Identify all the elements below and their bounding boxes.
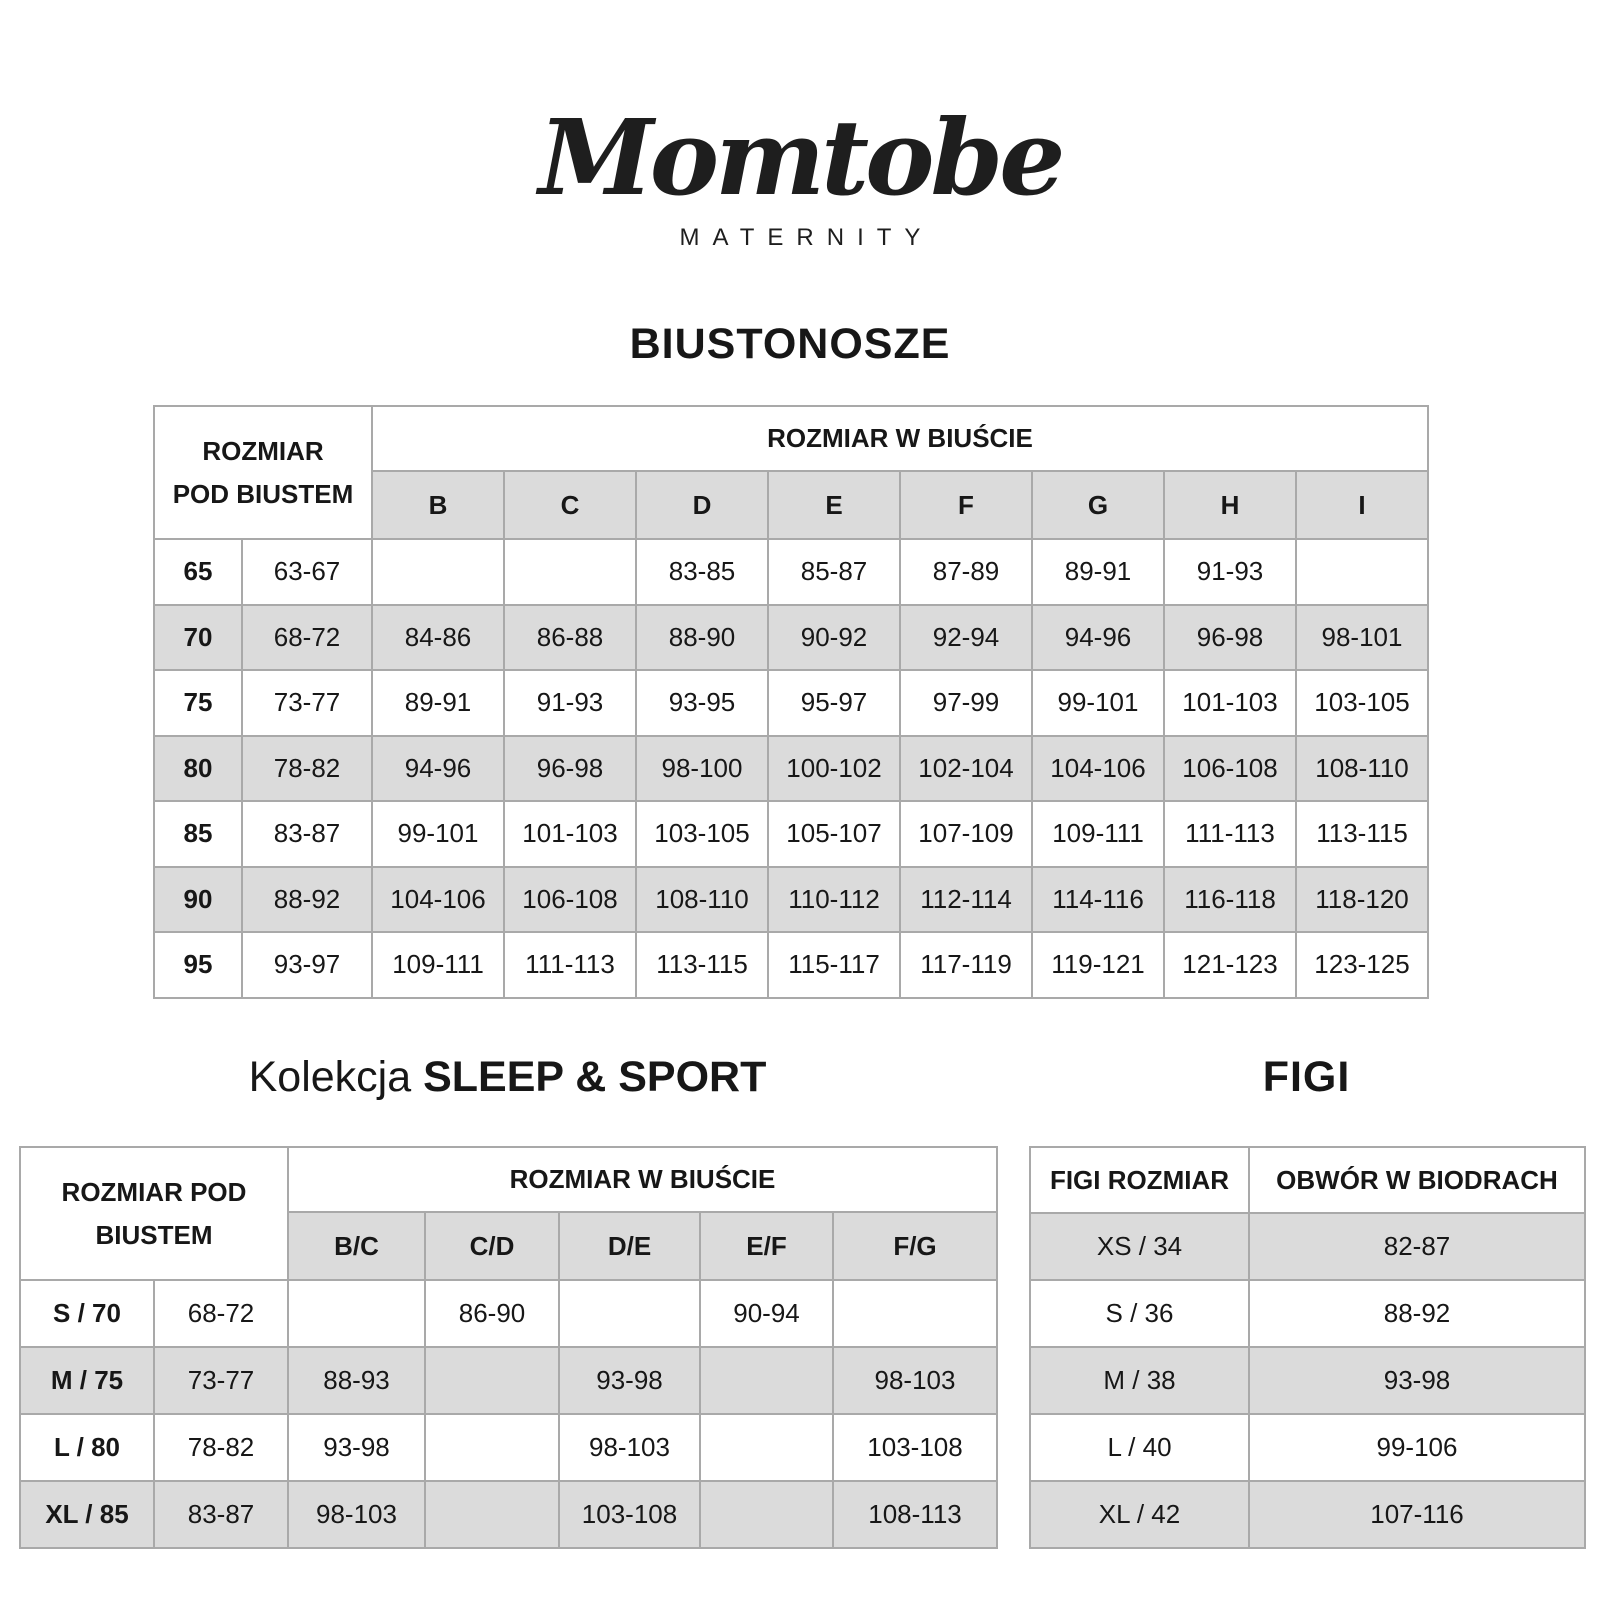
bras-section-title: BIUSTONOSZE	[629, 320, 951, 368]
bras-table-row	[154, 605, 1428, 671]
underbust-range-cell: 68-72	[242, 605, 372, 671]
figi-hips-column-header: OBWÓR W BIODRACH	[1249, 1147, 1585, 1213]
figi-table-row	[1030, 1280, 1585, 1347]
corner-header-line: ROZMIAR	[202, 435, 324, 466]
bust-range-cell: 99-101	[372, 801, 504, 867]
bust-range-cell: 111-113	[1164, 801, 1296, 867]
bust-range-cell: 98-101	[1296, 605, 1428, 671]
bust-range-cell: 86-88	[504, 605, 636, 671]
sleep-sport-title-main: SLEEP & SPORT	[423, 1053, 767, 1101]
band-size-cell: 80	[154, 736, 242, 802]
bust-range-cell: 97-99	[900, 670, 1032, 736]
bust-range-cell: 84-86	[372, 605, 504, 671]
cup-column-header: I	[1296, 471, 1428, 539]
bras-size-table	[153, 405, 1429, 999]
cup-column-header: B/C	[288, 1212, 425, 1280]
bust-range-cell: 88-93	[288, 1347, 425, 1414]
bust-range-cell: 93-98	[559, 1347, 700, 1414]
underbust-corner-header	[20, 1147, 288, 1280]
bust-range-cell: 103-108	[559, 1481, 700, 1548]
bust-range-cell: 117-119	[900, 932, 1032, 998]
bras-table-row	[154, 670, 1428, 736]
bust-range-cell	[425, 1481, 559, 1548]
bust-range-cell: 91-93	[504, 670, 636, 736]
bust-range-cell: 94-96	[1032, 605, 1164, 671]
bust-range-cell	[425, 1414, 559, 1481]
bust-range-cell: 89-91	[372, 670, 504, 736]
underbust-range-cell: 73-77	[242, 670, 372, 736]
bust-range-cell	[700, 1414, 833, 1481]
underbust-range-cell: 73-77	[154, 1347, 288, 1414]
bust-range-cell: 108-110	[636, 867, 768, 933]
bras-table-row	[154, 867, 1428, 933]
corner-header-line: POD BIUSTEM	[172, 478, 354, 509]
bust-range-cell: 88-90	[636, 605, 768, 671]
corner-header-line: BIUSTEM	[95, 1219, 213, 1250]
underbust-range-cell: 68-72	[154, 1280, 288, 1347]
figi-hips-range-cell: 107-116	[1249, 1481, 1585, 1548]
figi-hips-range-cell: 82-87	[1249, 1213, 1585, 1280]
bust-range-cell	[833, 1280, 997, 1347]
bust-range-cell: 93-98	[288, 1414, 425, 1481]
cup-column-header: E/F	[700, 1212, 833, 1280]
underbust-corner-header	[154, 406, 372, 539]
bust-range-cell: 110-112	[768, 867, 900, 933]
bust-range-cell: 108-113	[833, 1481, 997, 1548]
figi-table-row	[1030, 1414, 1585, 1481]
bust-range-cell: 90-94	[700, 1280, 833, 1347]
bust-range-cell: 98-103	[559, 1414, 700, 1481]
bust-range-cell: 123-125	[1296, 932, 1428, 998]
figi-hips-range-cell: 93-98	[1249, 1347, 1585, 1414]
bust-size-header: ROZMIAR W BIUŚCIE	[288, 1147, 997, 1212]
bust-range-cell: 114-116	[1032, 867, 1164, 933]
bust-range-cell: 115-117	[768, 932, 900, 998]
cup-column-header: D	[636, 471, 768, 539]
cup-column-header: C/D	[425, 1212, 559, 1280]
bust-range-cell: 109-111	[1032, 801, 1164, 867]
underbust-range-cell: 63-67	[242, 539, 372, 605]
bust-range-cell: 93-95	[636, 670, 768, 736]
figi-section-title: FIGI	[1262, 1053, 1351, 1101]
table-header-row	[154, 406, 1428, 471]
bust-range-cell: 101-103	[1164, 670, 1296, 736]
cup-column-header: G	[1032, 471, 1164, 539]
cup-column-header: F	[900, 471, 1032, 539]
sleep-sport-table-row	[20, 1481, 997, 1548]
band-size-cell: S / 70	[20, 1280, 154, 1347]
cup-column-header: D/E	[559, 1212, 700, 1280]
bust-range-cell	[700, 1347, 833, 1414]
bust-range-cell: 100-102	[768, 736, 900, 802]
bust-range-cell: 98-100	[636, 736, 768, 802]
bust-range-cell	[288, 1280, 425, 1347]
bras-table-row	[154, 932, 1428, 998]
table-header-row	[20, 1147, 997, 1212]
band-size-cell: 75	[154, 670, 242, 736]
sleep-sport-title-prefix: Kolekcja	[248, 1053, 412, 1101]
bust-range-cell: 96-98	[504, 736, 636, 802]
corner-header-line: ROZMIAR POD	[61, 1176, 247, 1207]
bust-size-header: ROZMIAR W BIUŚCIE	[372, 406, 1428, 471]
bust-range-cell	[1296, 539, 1428, 605]
sleep-sport-table-row	[20, 1347, 997, 1414]
bust-range-cell: 98-103	[833, 1347, 997, 1414]
figi-table-row	[1030, 1481, 1585, 1548]
bust-range-cell: 121-123	[1164, 932, 1296, 998]
brand-wordmark: Momtobe	[538, 96, 1062, 219]
bust-range-cell: 119-121	[1032, 932, 1164, 998]
band-size-cell: 65	[154, 539, 242, 605]
band-size-cell: 90	[154, 867, 242, 933]
bust-range-cell: 105-107	[768, 801, 900, 867]
figi-size-cell: S / 36	[1030, 1280, 1249, 1347]
bust-range-cell: 103-105	[1296, 670, 1428, 736]
figi-size-cell: XL / 42	[1030, 1481, 1249, 1548]
figi-hips-range-cell: 99-106	[1249, 1414, 1585, 1481]
figi-size-table	[1029, 1146, 1586, 1549]
sleep-sport-table-row	[20, 1414, 997, 1481]
cup-column-header: E	[768, 471, 900, 539]
bust-range-cell: 98-103	[288, 1481, 425, 1548]
bust-range-cell: 103-105	[636, 801, 768, 867]
underbust-range-cell: 78-82	[242, 736, 372, 802]
bust-range-cell: 106-108	[1164, 736, 1296, 802]
bust-range-cell: 116-118	[1164, 867, 1296, 933]
band-size-cell: L / 80	[20, 1414, 154, 1481]
figi-hips-range-cell: 88-92	[1249, 1280, 1585, 1347]
bust-range-cell: 95-97	[768, 670, 900, 736]
figi-size-cell: L / 40	[1030, 1414, 1249, 1481]
underbust-range-cell: 88-92	[242, 867, 372, 933]
bust-range-cell: 87-89	[900, 539, 1032, 605]
bras-table-row	[154, 736, 1428, 802]
cup-column-header: B	[372, 471, 504, 539]
bust-range-cell: 99-101	[1032, 670, 1164, 736]
bust-range-cell: 86-90	[425, 1280, 559, 1347]
sleep-sport-table-row	[20, 1280, 997, 1347]
bust-range-cell: 91-93	[1164, 539, 1296, 605]
bust-range-cell: 113-115	[1296, 801, 1428, 867]
brand-tagline: MATERNITY	[679, 223, 934, 251]
figi-table-row	[1030, 1347, 1585, 1414]
band-size-cell: 95	[154, 932, 242, 998]
bust-range-cell	[372, 539, 504, 605]
underbust-range-cell: 83-87	[242, 801, 372, 867]
sleep-sport-size-table	[19, 1146, 998, 1549]
bras-table-row	[154, 539, 1428, 605]
bust-range-cell: 107-109	[900, 801, 1032, 867]
band-size-cell: XL / 85	[20, 1481, 154, 1548]
bust-range-cell: 118-120	[1296, 867, 1428, 933]
bust-range-cell: 104-106	[372, 867, 504, 933]
cup-column-header: C	[504, 471, 636, 539]
bust-range-cell: 111-113	[504, 932, 636, 998]
bust-range-cell: 103-108	[833, 1414, 997, 1481]
brand-logo	[0, 98, 1600, 252]
band-size-cell: 85	[154, 801, 242, 867]
cup-column-header: H	[1164, 471, 1296, 539]
band-size-cell: 70	[154, 605, 242, 671]
cup-column-header: F/G	[833, 1212, 997, 1280]
bust-range-cell: 102-104	[900, 736, 1032, 802]
bust-range-cell: 106-108	[504, 867, 636, 933]
underbust-range-cell: 78-82	[154, 1414, 288, 1481]
figi-size-column-header: FIGI ROZMIAR	[1030, 1147, 1249, 1213]
bust-range-cell: 113-115	[636, 932, 768, 998]
bras-table-row	[154, 801, 1428, 867]
bust-range-cell: 85-87	[768, 539, 900, 605]
bust-range-cell: 92-94	[900, 605, 1032, 671]
bust-range-cell: 83-85	[636, 539, 768, 605]
bust-range-cell: 94-96	[372, 736, 504, 802]
bust-range-cell	[504, 539, 636, 605]
bust-range-cell: 90-92	[768, 605, 900, 671]
band-size-cell: M / 75	[20, 1347, 154, 1414]
bust-range-cell	[700, 1481, 833, 1548]
bust-range-cell: 109-111	[372, 932, 504, 998]
underbust-range-cell: 83-87	[154, 1481, 288, 1548]
bust-range-cell: 104-106	[1032, 736, 1164, 802]
figi-table-row	[1030, 1213, 1585, 1280]
bust-range-cell: 89-91	[1032, 539, 1164, 605]
bust-range-cell: 101-103	[504, 801, 636, 867]
figi-size-cell: M / 38	[1030, 1347, 1249, 1414]
table-header-row	[1030, 1147, 1585, 1213]
sleep-sport-section-title	[19, 1053, 996, 1102]
figi-size-cell: XS / 34	[1030, 1213, 1249, 1280]
bust-range-cell: 96-98	[1164, 605, 1296, 671]
underbust-range-cell: 93-97	[242, 932, 372, 998]
bust-range-cell: 112-114	[900, 867, 1032, 933]
bust-range-cell	[425, 1347, 559, 1414]
bust-range-cell: 108-110	[1296, 736, 1428, 802]
bust-range-cell	[559, 1280, 700, 1347]
